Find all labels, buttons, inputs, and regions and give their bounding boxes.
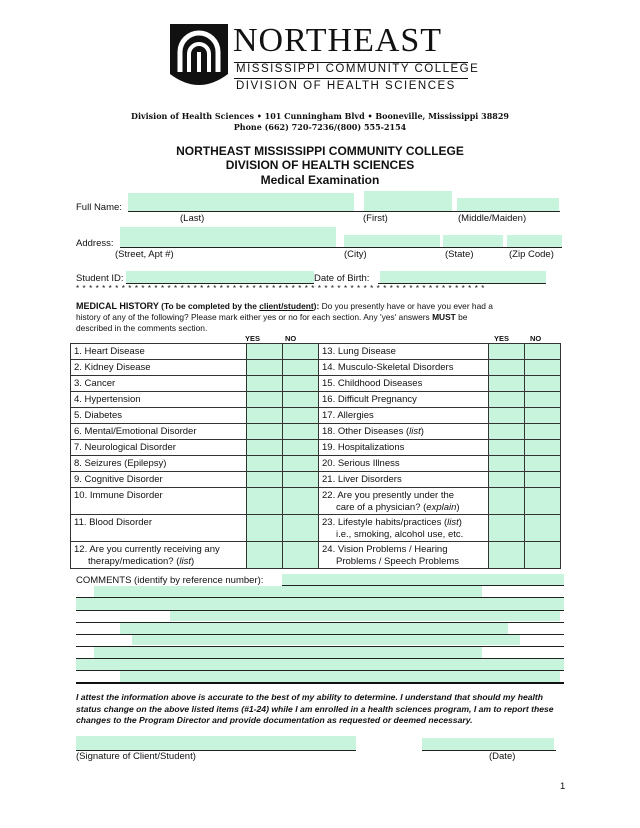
- condition-label: 22. Are you presently under the: [322, 490, 455, 501]
- condition-label: 2. Kidney Disease: [74, 362, 151, 373]
- last-label: (Last): [180, 213, 205, 224]
- name-underline: [128, 211, 560, 212]
- first-name-field[interactable]: [364, 191, 452, 211]
- history-row: [71, 392, 561, 408]
- yes-checkbox[interactable]: [489, 456, 525, 472]
- comments-label: COMMENTS (identify by reference number):: [76, 575, 264, 586]
- condition-cell: [319, 344, 489, 360]
- condition-cell: [319, 376, 489, 392]
- condition-label: 7. Neurological Disorder: [74, 442, 176, 453]
- no-checkbox[interactable]: [283, 392, 319, 408]
- dob-field[interactable]: [380, 271, 546, 283]
- condition-label: 19. Hospitalizations: [322, 442, 405, 453]
- state-field[interactable]: [443, 235, 503, 247]
- last-name-field[interactable]: [128, 193, 354, 211]
- state-label: (State): [445, 249, 474, 260]
- history-row: [71, 456, 561, 472]
- condition-cell: [319, 392, 489, 408]
- condition-cell: [319, 360, 489, 376]
- history-row: [71, 408, 561, 424]
- history-must: MUST: [432, 312, 456, 322]
- signature-label: (Signature of Client/Student): [76, 751, 196, 762]
- condition-label: 14. Musculo-Skeletal Disorders: [322, 362, 454, 373]
- yes-checkbox[interactable]: [489, 376, 525, 392]
- comments-bottom-rule: [76, 682, 564, 684]
- condition-label-cont: i.e., smoking, alcohol use, etc.: [336, 529, 464, 540]
- yes-checkbox[interactable]: [489, 488, 525, 515]
- comments-line-8-field[interactable]: [76, 659, 564, 670]
- condition-cell: [319, 472, 489, 488]
- condition-label: 9. Cognitive Disorder: [74, 474, 163, 485]
- comments-line-6-field[interactable]: [132, 635, 520, 645]
- logo-division-text: DIVISION OF HEALTH SCIENCES: [236, 80, 456, 92]
- yes-checkbox[interactable]: [247, 344, 283, 360]
- logo-college-text: MISSISSIPPI COMMUNITY COLLEGE: [236, 63, 480, 75]
- history-row: [71, 440, 561, 456]
- condition-label: 13. Lung Disease: [322, 346, 396, 357]
- history-intro-rest: Do you presently have or have you ever had a: [321, 301, 493, 311]
- yes-checkbox[interactable]: [247, 456, 283, 472]
- yes-checkbox[interactable]: [247, 488, 283, 515]
- no-checkbox[interactable]: [525, 542, 561, 569]
- no-checkbox[interactable]: [525, 344, 561, 360]
- yes-checkbox[interactable]: [489, 515, 525, 542]
- form-title-college: NORTHEAST MISSISSIPPI COMMUNITY COLLEGE: [176, 144, 464, 158]
- history-intro-line2b: be: [455, 312, 468, 322]
- condition-cell: [319, 440, 489, 456]
- condition-label: 15. Childhood Diseases: [322, 378, 423, 389]
- history-row: [71, 376, 561, 392]
- comments-line-2-field[interactable]: [94, 586, 482, 597]
- yes-checkbox[interactable]: [489, 408, 525, 424]
- history-paren-link: client/student: [259, 301, 314, 311]
- condition-label: 5. Diabetes: [74, 410, 123, 421]
- condition-cell: [71, 488, 247, 515]
- no-checkbox[interactable]: [283, 542, 319, 569]
- address-underline: [120, 247, 562, 248]
- no-checkbox[interactable]: [525, 488, 561, 515]
- no-checkbox[interactable]: [525, 408, 561, 424]
- no-checkbox[interactable]: [525, 472, 561, 488]
- yes-checkbox[interactable]: [489, 472, 525, 488]
- yes-checkbox[interactable]: [247, 542, 283, 569]
- history-intro: [76, 301, 566, 334]
- yes-header-left: YES: [245, 334, 261, 343]
- yes-checkbox[interactable]: [489, 424, 525, 440]
- yes-checkbox[interactable]: [247, 424, 283, 440]
- division-phone: Phone (662) 720-7236/(800) 555-2154: [233, 122, 407, 132]
- no-checkbox[interactable]: [525, 515, 561, 542]
- signature-field[interactable]: [76, 736, 356, 750]
- condition-label: 17. Allergies: [322, 410, 374, 421]
- condition-label: 16. Difficult Pregnancy: [322, 394, 417, 405]
- condition-label-cont: care of a physician? (explain): [336, 502, 460, 513]
- condition-label: 21. Liver Disorders: [322, 474, 402, 485]
- yes-checkbox[interactable]: [489, 392, 525, 408]
- condition-cell: [319, 515, 489, 542]
- condition-label-cont: therapy/medication? (list): [88, 556, 195, 567]
- street-field[interactable]: [120, 227, 336, 247]
- condition-label: 6. Mental/Emotional Disorder: [74, 426, 197, 437]
- yes-checkbox[interactable]: [489, 360, 525, 376]
- history-intro-line2a: history of any of the following? Please mark either yes or no for each section. Any 'yes' answers: [76, 312, 433, 322]
- form-title-division: DIVISION OF HEALTH SCIENCES: [225, 158, 415, 172]
- condition-label: 11. Blood Disorder: [74, 517, 152, 528]
- condition-label: 3. Cancer: [74, 378, 116, 389]
- zip-label: (Zip Code): [509, 249, 554, 260]
- medical-history-table: [70, 343, 561, 569]
- condition-label: 18. Other Diseases (list): [322, 426, 424, 437]
- city-field[interactable]: [344, 235, 440, 247]
- condition-cell: [71, 424, 247, 440]
- middle-label: (Middle/Maiden): [458, 213, 527, 224]
- condition-cell: [319, 488, 489, 515]
- comments-line-5-field[interactable]: [120, 623, 508, 634]
- yes-checkbox[interactable]: [247, 360, 283, 376]
- condition-cell: [71, 344, 247, 360]
- condition-label: 12. Are you currently receiving any: [74, 544, 220, 555]
- comments-line-4-field[interactable]: [170, 611, 560, 621]
- condition-label: 1. Heart Disease: [74, 346, 145, 357]
- history-intro-line3: described in the comments section.: [76, 323, 208, 333]
- condition-label: 10. Immune Disorder: [74, 490, 163, 501]
- history-row: [71, 344, 561, 360]
- yes-checkbox[interactable]: [489, 542, 525, 569]
- condition-label: 24. Vision Problems / Hearing: [322, 544, 448, 555]
- condition-cell: [71, 360, 247, 376]
- zip-field[interactable]: [507, 235, 562, 247]
- yes-checkbox[interactable]: [247, 440, 283, 456]
- comments-line-7-field[interactable]: [94, 647, 482, 658]
- no-checkbox[interactable]: [525, 376, 561, 392]
- no-checkbox[interactable]: [283, 360, 319, 376]
- no-checkbox[interactable]: [283, 472, 319, 488]
- history-row: [71, 424, 561, 440]
- first-label: (First): [363, 213, 388, 224]
- history-row: [71, 542, 561, 569]
- history-row: [71, 472, 561, 488]
- page-number: 1: [560, 781, 566, 792]
- date-label: (Date): [489, 751, 516, 762]
- street-label: (Street, Apt #): [115, 249, 174, 260]
- no-checkbox[interactable]: [283, 515, 319, 542]
- no-checkbox[interactable]: [525, 440, 561, 456]
- no-checkbox[interactable]: [283, 344, 319, 360]
- yes-checkbox[interactable]: [247, 376, 283, 392]
- condition-cell: [319, 408, 489, 424]
- no-checkbox[interactable]: [283, 456, 319, 472]
- no-checkbox[interactable]: [283, 440, 319, 456]
- condition-cell: [71, 408, 247, 424]
- condition-label: 4. Hypertension: [74, 394, 141, 405]
- condition-cell: [71, 392, 247, 408]
- history-heading: MEDICAL HISTORY: [76, 301, 159, 311]
- date-field[interactable]: [422, 738, 554, 750]
- logo-main-text: NORTHEAST: [233, 22, 443, 59]
- yes-header-right: YES: [494, 334, 510, 343]
- no-checkbox[interactable]: [525, 360, 561, 376]
- condition-cell: [319, 456, 489, 472]
- full-name-label: Full Name:: [76, 202, 122, 213]
- city-label: (City): [344, 249, 367, 260]
- yes-checkbox[interactable]: [247, 392, 283, 408]
- condition-cell: [71, 515, 247, 542]
- dob-label: Date of Birth:: [314, 273, 370, 284]
- condition-cell: [319, 424, 489, 440]
- middle-name-field[interactable]: [457, 198, 559, 212]
- condition-label: 23. Lifestyle habits/practices (list): [322, 517, 462, 528]
- attestation-text: I attest the information above is accurate to the best of my ability to determine. I understand that should my health status change on the above listed items (#1-24) while I am enrolled in a health sciences program, I am to report these changes to the Program Director and provide documentation as requested or deemed necessary.: [76, 692, 554, 725]
- comments-line-3-field[interactable]: [76, 598, 564, 610]
- condition-label: 8. Seizures (Epilepsy): [74, 458, 167, 469]
- yes-checkbox[interactable]: [247, 408, 283, 424]
- condition-cell: [71, 376, 247, 392]
- history-row: [71, 515, 561, 542]
- logo-emblem-icon: [168, 24, 230, 90]
- yes-checkbox[interactable]: [247, 515, 283, 542]
- no-checkbox[interactable]: [283, 408, 319, 424]
- division-address: Division of Health Sciences • 101 Cunningham Blvd • Booneville, Mississippi 38829: [131, 111, 509, 121]
- yes-checkbox[interactable]: [489, 440, 525, 456]
- no-header-right: NO: [530, 334, 542, 343]
- yes-checkbox[interactable]: [247, 472, 283, 488]
- comments-line-1-field[interactable]: [282, 574, 564, 585]
- condition-label: 20. Serious Illness: [322, 458, 400, 469]
- no-checkbox[interactable]: [525, 392, 561, 408]
- history-row: [71, 360, 561, 376]
- no-header-left: NO: [285, 334, 297, 343]
- no-checkbox[interactable]: [283, 424, 319, 440]
- student-id-label: Student ID:: [76, 273, 124, 284]
- yes-checkbox[interactable]: [489, 344, 525, 360]
- history-row: [71, 488, 561, 515]
- student-id-field[interactable]: [126, 271, 314, 283]
- no-checkbox[interactable]: [525, 424, 561, 440]
- condition-cell: [71, 456, 247, 472]
- condition-cell: [319, 542, 489, 569]
- condition-cell: [71, 440, 247, 456]
- no-checkbox[interactable]: [283, 376, 319, 392]
- comments-line-9-field[interactable]: [120, 671, 560, 682]
- logo-rule-2: [234, 78, 468, 79]
- separator-stars: * * * * * * * * * * * * * * * * * * * * * * * * * * * * * * * * * * * * * * * * * * * * * * * * * * * * * * * * * * * * * * *: [76, 284, 485, 293]
- no-checkbox[interactable]: [525, 456, 561, 472]
- no-checkbox[interactable]: [283, 488, 319, 515]
- history-paren-open: (To be completed by the: [161, 301, 260, 311]
- college-logo: [168, 24, 230, 90]
- history-paren-close: ):: [313, 301, 320, 311]
- condition-cell: [71, 542, 247, 569]
- address-label: Address:: [76, 238, 114, 249]
- condition-cell: [71, 472, 247, 488]
- form-title: Medical Examination: [260, 173, 380, 187]
- condition-label-cont: Problems / Speech Problems: [336, 556, 460, 567]
